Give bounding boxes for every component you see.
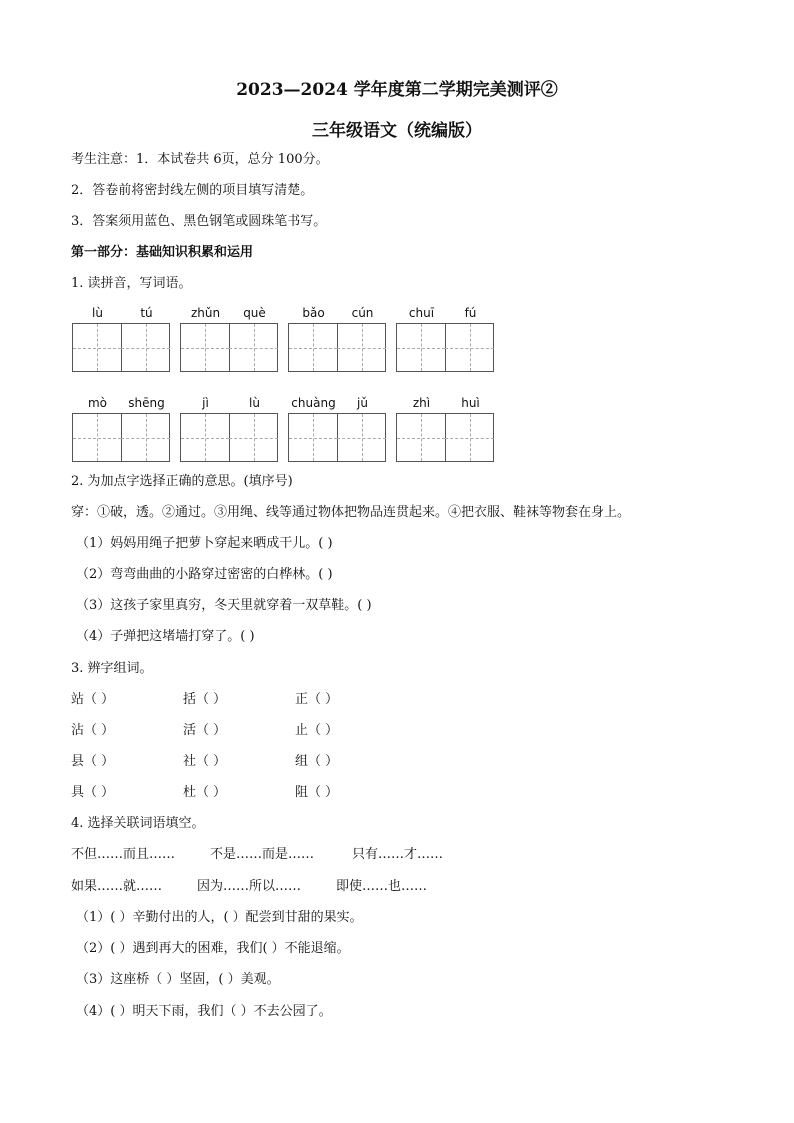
q1-prompt: 1. 读拼音，写词语。 [71, 276, 192, 291]
writing-grid[interactable] [288, 323, 386, 372]
word-blank[interactable]: 组（ ） [295, 754, 339, 769]
word-blank[interactable]: 社（ ） [183, 754, 227, 769]
pinyin-label: lù [249, 396, 260, 410]
pinyin-label: shēng [128, 396, 165, 410]
writing-grid[interactable] [72, 413, 170, 462]
word-blank[interactable]: 活（ ） [183, 723, 227, 738]
q4-item[interactable]: （1）( ）辛勤付出的人，( ）配尝到甘甜的果实。 [76, 910, 363, 925]
q2-definition: 穿：①破，透。②通过。③用绳、线等通过物体把物品连贯起来。④把衣服、鞋袜等物套在身上。 [71, 505, 631, 520]
writing-grid[interactable] [180, 413, 278, 462]
exam-title: 2023—2024 学年度第二学期完美测评② [236, 80, 558, 100]
pinyin-label: tú [140, 306, 153, 320]
q2-item[interactable]: （3）这孩子家里真穷，冬天里就穿着一双草鞋。( ) [76, 598, 372, 613]
q4-item[interactable]: （4）( ）明天下雨，我们（ ）不去公园了。 [76, 1004, 332, 1019]
q2-item[interactable]: （2）弯弯曲曲的小路穿过密密的白桦林。( ) [76, 567, 333, 582]
section-heading: 第一部分：基础知识积累和运用 [71, 245, 254, 260]
conjunction-option: 不是……而是…… [210, 847, 315, 862]
word-blank[interactable]: 县（ ） [71, 754, 115, 769]
pinyin-label: jǔ [357, 396, 368, 410]
writing-grid[interactable] [396, 413, 494, 462]
word-blank[interactable]: 止（ ） [295, 723, 339, 738]
word-blank[interactable]: 正（ ） [295, 692, 339, 707]
pinyin-label: lù [92, 306, 103, 320]
pinyin-label: chuàng [291, 396, 336, 410]
conjunction-option: 如果……就…… [71, 879, 163, 894]
pinyin-label: fú [464, 306, 477, 320]
q2-item[interactable]: （1）妈妈用绳子把萝卜穿起来晒成干儿。( ) [76, 536, 333, 551]
conjunction-option: 不但……而且…… [71, 847, 176, 862]
q2-prompt: 2. 为加点字选择正确的意思。(填序号) [71, 474, 293, 489]
writing-grid[interactable] [72, 323, 170, 372]
pinyin-label: jì [202, 396, 209, 410]
pinyin-label: què [243, 306, 266, 320]
pinyin-label: zhì [412, 396, 431, 410]
word-blank[interactable]: 沾（ ） [71, 723, 115, 738]
word-blank[interactable]: 括（ ） [183, 692, 227, 707]
writing-grid[interactable] [396, 323, 494, 372]
q4-prompt: 4. 选择关联词语填空。 [71, 816, 205, 831]
note-line-3: 3．答案须用蓝色、黑色钢笔或圆珠笔书写。 [71, 214, 327, 229]
pinyin-label: zhǔn [190, 306, 221, 320]
conjunction-option: 因为……所以…… [197, 879, 302, 894]
q4-item[interactable]: （2）( ）遇到再大的困难，我们( ）不能退缩。 [76, 941, 350, 956]
conjunction-option: 只有……才…… [352, 847, 444, 862]
q2-item[interactable]: （4）子弹把这堵墙打穿了。( ) [76, 629, 255, 644]
pinyin-label: chuī [408, 306, 435, 320]
pinyin-label: mò [87, 396, 108, 410]
exam-subtitle: 三年级语文（统编版） [312, 121, 482, 141]
note-line-1: 考生注意：1．本试卷共 6页，总分 100分。 [71, 152, 329, 167]
word-blank[interactable]: 阻（ ） [295, 785, 339, 800]
writing-grid[interactable] [180, 323, 278, 372]
word-blank[interactable]: 站（ ） [71, 692, 115, 707]
pinyin-label: cún [351, 306, 374, 320]
writing-grid[interactable] [288, 413, 386, 462]
note-line-2: 2．答卷前将密封线左侧的项目填写清楚。 [71, 183, 314, 198]
word-blank[interactable]: 杜（ ） [183, 785, 227, 800]
pinyin-label: huì [461, 396, 480, 410]
conjunction-option: 即使……也…… [336, 879, 428, 894]
q3-prompt: 3. 辨字组词。 [71, 661, 153, 676]
pinyin-label: bǎo [302, 306, 325, 320]
word-blank[interactable]: 具（ ） [71, 785, 115, 800]
q4-item[interactable]: （3）这座桥（ ）坚固，( ）美观。 [76, 972, 280, 987]
